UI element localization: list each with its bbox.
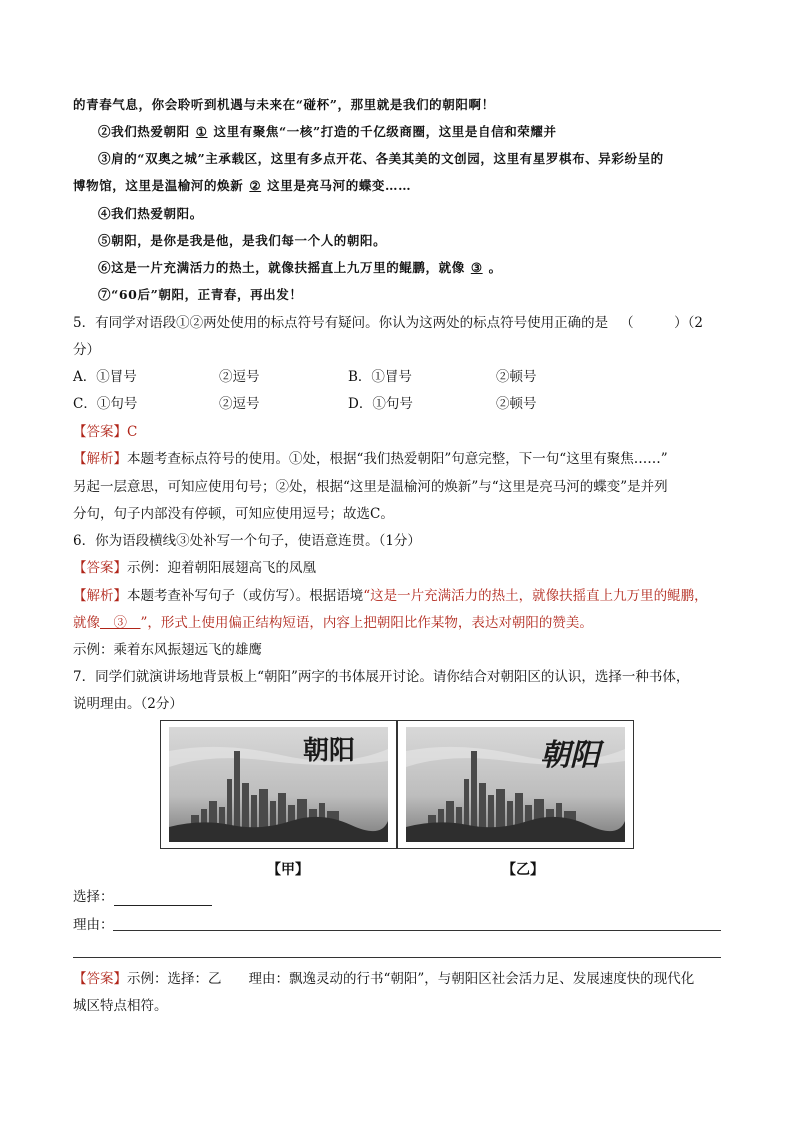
- q7-stem: 7．同学们就演讲场地背景板上“朝阳”两字的书体展开讨论。请你结合对朝阳区的认识，选择一种书体，: [73, 669, 690, 685]
- select-blank[interactable]: [114, 891, 212, 906]
- passage-line-3: 博物馆，这里是温榆河的焕新 ② 这里是亮马河的蝶变……: [73, 178, 412, 193]
- q6-analysis-1: 【解析】本题考查补写句子（或仿写）。根据语境“这是一片充满活力的热土，就像扶摇直上九万里的鲲鹏，: [73, 588, 708, 604]
- blank-mark-2: ②: [249, 178, 262, 193]
- q5-option-b: B．①冒号: [348, 369, 412, 385]
- reason-blank-line-2[interactable]: [73, 957, 721, 958]
- blank-mark-3: ③: [470, 260, 483, 275]
- q5-analysis-3: 分句，句子内部没有停顿，可知应使用逗号；故选C。: [73, 506, 394, 522]
- figure-yi: [397, 720, 634, 849]
- q5-option-a2: ②逗号: [219, 369, 260, 385]
- q6-example: 示例：乘着东风振翅远飞的雄鹰: [73, 642, 262, 658]
- passage-line-6: ⑥这是一片充满活力的热土，就像扶摇直上九万里的鲲鹏，就像 ③ 。: [98, 260, 502, 275]
- q5-option-c: C．①句号: [73, 396, 138, 412]
- q5-option-d: D．①句号: [348, 396, 413, 412]
- q5-option-d2: ②顿号: [496, 396, 537, 412]
- q6-analysis-2: 就像 ③ ”，形式上使用偏正结构短语，内容上把朝阳比作某物，表达对朝阳的赞美。: [73, 615, 593, 631]
- skyline-image-yi: [398, 721, 633, 848]
- image-text-jia: 朝阳: [302, 736, 356, 766]
- q6-stem: 6．你为语段横线③处补写一个句子，使语意连贯。（1分）: [73, 533, 421, 549]
- select-field[interactable]: 选择：: [73, 888, 212, 906]
- q7-answer-1: 【答案】示例：选择：乙 理由：飘逸灵动的行书“朝阳”，与朝阳区社会活力足、发展速度快的现代化: [73, 971, 695, 987]
- q5-analysis-2: 另起一层意思，可知应使用句号；②处，根据“这里是温榆河的焕新”与“这里是亮马河的蝶变”是并列: [73, 479, 668, 495]
- caption-jia: 【甲】: [267, 862, 309, 878]
- figure-jia: [160, 720, 397, 849]
- reason-label: 理由：: [73, 917, 114, 933]
- q5-option-c2: ②逗号: [219, 396, 260, 412]
- q7-answer-2: 城区特点相符。: [73, 998, 168, 1014]
- q5-stem-cont: 分）: [73, 342, 100, 358]
- q7-stem-cont: 说明理由。（2分）: [73, 696, 183, 712]
- skyline-image-jia: [161, 721, 396, 848]
- blank-mark-1: ①: [195, 124, 208, 139]
- q5-answer: 【答案】C: [73, 424, 138, 440]
- q5-stem: 5．有同学对语段①②两处使用的标点符号有疑问。你认为这两处的标点符号使用正确的是 （ ）（2: [73, 315, 703, 331]
- passage-line-4: ④我们热爱朝阳。: [98, 206, 203, 221]
- q5-option-b2: ②顿号: [496, 369, 537, 385]
- q5-option-a: A．①冒号: [73, 369, 137, 385]
- image-text-yi: 朝阳: [540, 738, 600, 773]
- caption-yi: 【乙】: [502, 862, 544, 878]
- passage-line-7: ⑦“60后”朝阳，正青春，再出发！: [98, 287, 303, 302]
- passage-line-1: ②我们热爱朝阳 ① 这里有聚焦“一核”打造的千亿级商圈，这里是自信和荣耀并: [98, 124, 557, 139]
- reason-blank-line-1[interactable]: [113, 930, 721, 931]
- q5-analysis-1: 【解析】本题考查标点符号的使用。①处，根据“我们热爱朝阳”句意完整，下一句“这里有聚焦……”: [73, 451, 668, 467]
- passage-line-5: ⑤朝阳，是你是我是他，是我们每一个人的朝阳。: [98, 233, 387, 248]
- passage-line-0: 的青春气息，你会聆听到机遇与未来在“碰杯”，那里就是我们的朝阳啊！: [73, 97, 495, 112]
- q6-answer: 【答案】示例：迎着朝阳展翅高飞的凤凰: [73, 560, 316, 576]
- passage-line-2: ③肩的“双奥之城”主承载区，这里有多点开花、各美其美的文创园，这里有星罗棋布、异彩纷呈的: [98, 151, 664, 166]
